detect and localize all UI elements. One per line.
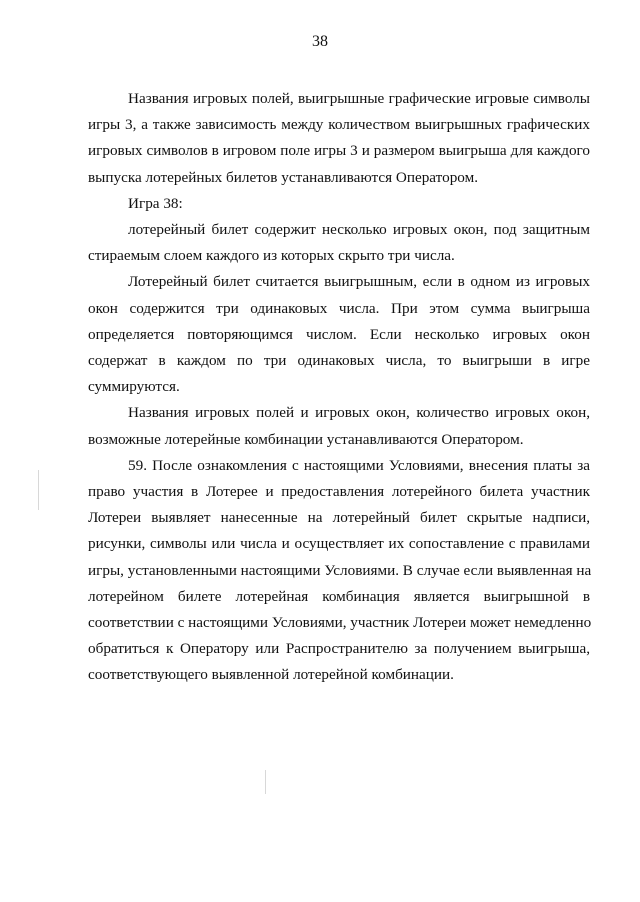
page-number: 38	[312, 33, 328, 50]
paragraph-3	[88, 217, 590, 269]
scan-artifact-left	[38, 470, 39, 510]
document-body	[88, 86, 590, 689]
text-line: обратиться к Оператору или Распространителю за получением выигрыша,	[88, 640, 590, 658]
text-line: право участия в Лотерее и предоставления лотерейного билета участник	[88, 483, 590, 501]
text-line: рисунки, символы или числа и осуществляет их сопоставление с правилами	[88, 535, 590, 553]
text-line: содержат в каждом по три одинаковых числа, то выигрыши в игре	[88, 352, 590, 370]
paragraph-4	[88, 269, 590, 400]
text-line: возможные лотерейные комбинации устанавливаются Оператором.	[88, 430, 524, 448]
text-line: игры, установленными настоящими Условиями. В случае если выявленная на	[88, 561, 592, 579]
text-line: окон содержится три одинаковых числа. При этом сумма выигрыша	[88, 299, 590, 317]
text-line: игровых символов в игровом поле игры 3 и размером выигрыша для каждого	[88, 142, 590, 160]
text-line: лотерейный билет содержит несколько игровых окон, под защитным	[128, 221, 590, 239]
text-line: соответствии с настоящими Условиями, участник Лотереи может немедленно	[88, 614, 592, 632]
text-line: Игра 38:	[128, 194, 183, 212]
text-line: Названия игровых полей и игровых окон, количество игровых окон,	[128, 404, 590, 422]
text-line: игры 3, а также зависимость между количеством выигрышных графических	[88, 116, 590, 134]
text-line: 59. После ознакомления с настоящими Условиями, внесения платы за	[128, 456, 590, 474]
scan-artifact-center	[265, 770, 266, 794]
text-line: соответствующего выявленной лотерейной комбинации.	[88, 666, 454, 684]
text-line: стираемым слоем каждого из которых скрыто три числа.	[88, 247, 455, 265]
paragraph-1	[88, 86, 590, 191]
text-line: лотерейном билете лотерейная комбинация является выигрышной в	[88, 587, 590, 605]
paragraph-6	[88, 453, 590, 689]
text-line: Лотерейный билет считается выигрышным, если в одном из игровых	[128, 273, 590, 291]
paragraph-2	[88, 191, 590, 217]
text-line: Названия игровых полей, выигрышные графические игровые символы	[128, 90, 590, 107]
paragraph-5	[88, 400, 590, 452]
text-line: определяется повторяющимся числом. Если несколько игровых окон	[88, 325, 590, 343]
text-line: выпуска лотерейных билетов устанавливаются Оператором.	[88, 168, 478, 186]
text-line: Лотереи выявляет нанесенные на лотерейный билет скрытые надписи,	[88, 509, 590, 527]
text-line: суммируются.	[88, 378, 180, 396]
